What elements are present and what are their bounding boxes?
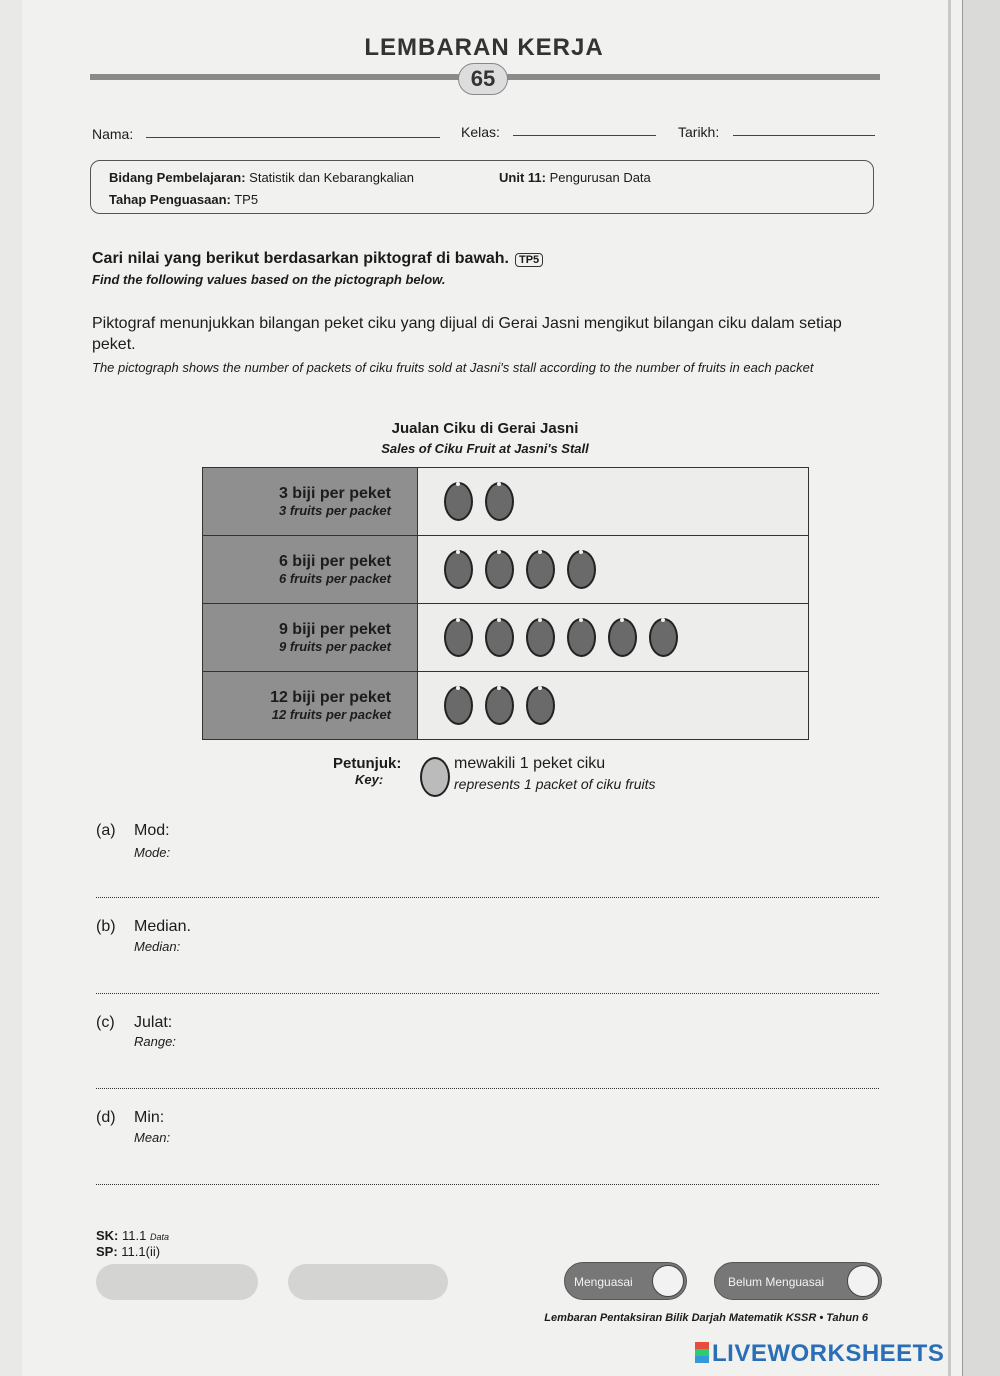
category-cell [203, 536, 418, 604]
not-mastered-checkbox[interactable] [847, 1265, 879, 1297]
date-label: Tarikh: [678, 124, 720, 140]
sp-value: 11.1(ii) [121, 1244, 161, 1259]
category-label-english: 12 fruits per packet [271, 707, 391, 722]
ciku-fruit-icon [485, 686, 514, 725]
sp-label: SP: [96, 1244, 118, 1259]
sk-value: 11.1 [122, 1228, 147, 1243]
not-mastered-label: Belum Menguasai [728, 1275, 825, 1289]
faded-pill-left [96, 1264, 258, 1300]
instruction-malay-text: Cari nilai yang berikut berdasarkan piktograf di bawah. [92, 250, 509, 267]
category-label-english: 9 fruits per packet [279, 639, 391, 654]
ciku-fruit-icon [444, 482, 473, 521]
tp5-badge: TP5 [515, 253, 543, 267]
question-range-english: Range: [134, 1034, 176, 1049]
ciku-fruit-icon [526, 686, 555, 725]
ciku-fruit-icon [567, 618, 596, 657]
chart-subtitle: Sales of Ciku Fruit at Jasni's Stall [381, 441, 589, 456]
pictograph-row [203, 468, 809, 536]
name-field[interactable] [146, 137, 440, 138]
mastered-label: Menguasai [574, 1275, 633, 1289]
answer-line-mean[interactable] [96, 1184, 879, 1185]
description-malay: Piktograf menunjukkan bilangan peket ciku yang dijual di Gerai Jasni mengikut bilangan ciku dalam setiap peket. [92, 315, 842, 353]
key-label-english: Key: [355, 772, 384, 787]
question-mode-english: Mode: [134, 845, 171, 860]
pictograph-row [203, 604, 809, 672]
ciku-fruit-icon [485, 550, 514, 589]
pictograph-row [203, 672, 809, 740]
ciku-fruit-icon [567, 550, 596, 589]
question-mode: Mod: [134, 822, 170, 839]
category-label-malay: 12 biji per peket [270, 689, 391, 706]
mastery-level-value: TP5 [234, 192, 259, 207]
question-letter: (a) [96, 822, 116, 839]
sk-label: SK: [96, 1228, 119, 1243]
fruit-row [418, 604, 809, 672]
class-field[interactable] [513, 135, 656, 136]
category-cell [203, 672, 418, 740]
description-english: The pictograph shows the number of packets of ciku fruits sold at Jasni's stall according to the number of fruits in each packet [92, 360, 814, 375]
key-label-malay: Petunjuk: [333, 755, 402, 772]
faded-pill-middle [288, 1264, 448, 1300]
not-mastered-button[interactable] [714, 1262, 882, 1300]
ciku-fruit-icon [526, 550, 555, 589]
instruction-english: Find the following values based on the pictograph below. [92, 272, 446, 287]
page-edge-right [962, 0, 1000, 1376]
question-median-english: Median: [134, 939, 181, 954]
liveworksheets-brand[interactable]: LIVEWORKSHEETS [712, 1340, 945, 1367]
key-fruit-icon [420, 757, 450, 797]
category-label-malay: 3 biji per peket [278, 485, 391, 502]
question-median: Median. [134, 918, 191, 935]
question-mean-english: Mean: [134, 1130, 171, 1145]
key-text-english: represents 1 packet of ciku fruits [454, 776, 656, 792]
fruit-row [418, 672, 809, 740]
category-cell [203, 604, 418, 672]
ciku-fruit-icon [608, 618, 637, 657]
fruit-row [418, 468, 809, 536]
mastered-checkbox[interactable] [652, 1265, 684, 1297]
sk-code [96, 1228, 169, 1243]
page-number: 65 [458, 63, 508, 95]
info-box [90, 160, 874, 214]
unit-value: Pengurusan Data [549, 170, 651, 185]
source-note [480, 1312, 868, 1324]
source-note-text: Lembaran Pentaksiran Bilik Darjah Matematik KSSR • Tahun 6 [544, 1312, 868, 1324]
mastery-level-label: Tahap Penguasaan: [109, 192, 231, 207]
sk-note: Data [149, 1232, 169, 1242]
date-field[interactable] [733, 135, 875, 136]
category-cell [203, 468, 418, 536]
category-label-english: 6 fruits per packet [279, 571, 391, 586]
ciku-fruit-icon [649, 618, 678, 657]
liveworksheets-logo-icon [695, 1342, 709, 1364]
ciku-fruit-icon [485, 618, 514, 657]
learning-area-value: Statistik dan Kebarangkalian [249, 170, 414, 185]
ciku-fruit-icon [444, 618, 473, 657]
ciku-fruit-icon [444, 550, 473, 589]
question-letter: (d) [96, 1109, 116, 1126]
category-label-english: 3 fruits per packet [279, 503, 391, 518]
answer-line-mode[interactable] [96, 897, 879, 898]
unit-label: Unit 11: [499, 170, 546, 185]
learning-area-label: Bidang Pembelajaran: [109, 170, 246, 185]
category-label-malay: 6 biji per peket [278, 553, 391, 570]
ciku-fruit-icon [526, 618, 555, 657]
question-range: Julat: [134, 1014, 173, 1031]
page-edge [948, 0, 951, 1376]
class-label: Kelas: [461, 124, 500, 140]
answer-line-median[interactable] [96, 993, 879, 994]
instruction-malay [92, 250, 543, 268]
answer-line-range[interactable] [96, 1088, 879, 1089]
pictograph-row [203, 536, 809, 604]
sp-code [96, 1244, 160, 1259]
mastered-button[interactable] [564, 1262, 687, 1300]
name-label: Nama: [92, 126, 134, 142]
question-mean: Min: [134, 1109, 165, 1126]
key-legend [333, 755, 401, 787]
question-letter: (c) [96, 1014, 115, 1031]
category-label-malay: 9 biji per peket [278, 621, 391, 638]
question-letter: (b) [96, 918, 116, 935]
chart-title: Jualan Ciku di Gerai Jasni [391, 420, 579, 437]
ciku-fruit-icon [444, 686, 473, 725]
worksheet-title: LEMBARAN KERJA [364, 34, 604, 61]
fruit-row [418, 536, 809, 604]
key-text-malay: mewakili 1 peket ciku [454, 755, 606, 772]
pictograph [202, 467, 809, 740]
ciku-fruit-icon [485, 482, 514, 521]
